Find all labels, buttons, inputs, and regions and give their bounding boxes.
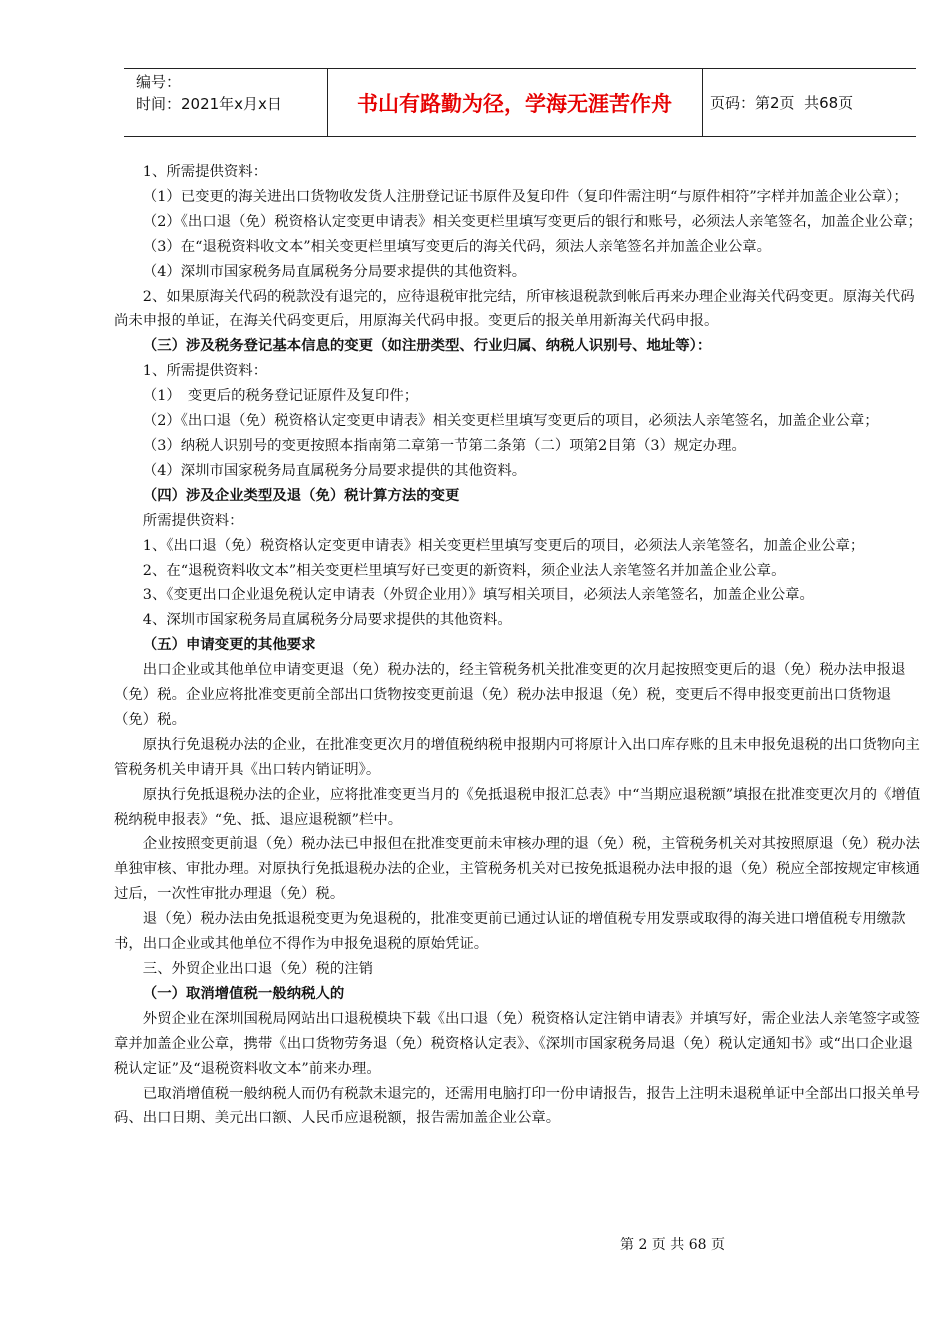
body-paragraph: 已取消增值税一般纳税人而仍有税款未退完的，还需用电脑打印一份申请报告，报告上注明未退税单证中全部出口报关单号码、出口日期、美元出口额、人民币应退税额，报告需加盖企业公章。 <box>114 1085 920 1127</box>
body-paragraph: （2）《出口退（免）税资格认定变更申请表》相关变更栏里填写变更后的项目，必须法人亲笔签名，加盖企业公章； <box>142 413 879 430</box>
section-heading: （一）取消增值税一般纳税人的 <box>142 984 345 1002</box>
body-paragraph: （4）深圳市国家税务局直属税务分局要求提供的其他资料。 <box>142 263 527 280</box>
section-heading: （五）申请变更的其他要求 <box>142 636 316 654</box>
header-meta <box>136 71 326 115</box>
body-paragraph: （1）已变更的海关进出口货物收发货人注册登记证书原件及复印件（复印件需注明“与原件相符”字样并加盖企业公章）； <box>142 188 908 205</box>
body-paragraph: 3、《变更出口企业退免税认定申请表（外贸企业用）》填写相关项目，必须法人亲笔签名，加盖企业公章。 <box>142 587 814 604</box>
body-paragraph: 所需提供资料： <box>142 512 244 529</box>
page-header <box>124 68 916 137</box>
body-paragraph: （1） 变更后的税务登记证原件及复印件； <box>142 388 419 405</box>
body-paragraph: 原执行免抵退税办法的企业，应将批准变更当月的《免抵退税申报汇总表》中“当期应退税额”填报在批准变更次月的《增值税纳税申报表》“免、抵、退应退税额”栏中。 <box>114 786 921 828</box>
body-paragraph: 1、《出口退（免）税资格认定变更申请表》相关变更栏里填写变更后的项目，必须法人亲笔签名，加盖企业公章； <box>142 537 865 554</box>
page-footer: 第 2 页 共 68 页 <box>620 1237 725 1253</box>
body-paragraph: 1、所需提供资料： <box>142 164 268 180</box>
body-paragraph: 出口企业或其他单位申请变更退（免）税办法的，经主管税务机关批准变更的次月起按照变更后的退（免）税办法申报退（免）税。企业应将批准变更前全部出口货物按变更前退（免）税办法申报退（免）税，变更后不得申报变更前出口货物退（免）税。 <box>114 662 906 728</box>
body-paragraph: （2）《出口退（免）税资格认定变更申请表》相关变更栏里填写变更后的银行和账号，必须法人亲笔签名，加盖企业公章； <box>142 213 922 230</box>
body-paragraph: 原执行免退税办法的企业，在批准变更次月的增值税纳税申报期内可将原计入出口库存账的且未申报免退税的出口货物向主管税务机关申请开具《出口转内销证明》。 <box>114 736 920 778</box>
header-divider <box>702 69 703 136</box>
body-paragraph: （3）在“退税资料收文本”相关变更栏里填写变更后的海关代码，须法人亲笔签名并加盖企业公章。 <box>142 238 772 255</box>
body-paragraph: 4、深圳市国家税务局直属税务分局要求提供的其他资料。 <box>142 612 512 629</box>
body-paragraph: 企业按照变更前退（免）税办法已申报但在批准变更前未审核办理的退（免）税，主管税务机关对其按照原退（免）税办法单独审核、审批办理。对原执行免抵退税办法的企业，主管税务机关对已按免抵退税办法申报的退（免）税应全部按规定审核通过后，一次性审批办理退（免）税。 <box>114 836 920 903</box>
body-paragraph: 退（免）税办法由免抵退税变更为免退税的，批准变更前已通过认证的增值税专用发票或取得的海关进口增值税专用缴款书，出口企业或其他单位不得作为申报免退税的原始凭证。 <box>114 911 906 953</box>
document-number-label: 编号： <box>136 73 182 91</box>
body-paragraph: （4）深圳市国家税务局直属税务分局要求提供的其他资料。 <box>142 462 527 479</box>
body-paragraph: 1、所需提供资料： <box>142 363 268 380</box>
document-body <box>114 160 926 1131</box>
body-paragraph: 2、如果原海关代码的税款没有退完的，应待退税审批完结，所审核退税款到帐后再来办理企业海关代码变更。原海关代码尚未申报的单证，在海关代码变更后，用原海关代码申报。变更后的报关单用新海关代码申报。 <box>114 288 915 330</box>
body-paragraph: 2、在“退税资料收文本”相关变更栏里填写好已变更的新资料，须企业法人亲笔签名并加盖企业公章。 <box>142 562 786 579</box>
body-paragraph: 三、外贸企业出口退（免）税的注销 <box>142 961 374 977</box>
section-heading: （四）涉及企业类型及退（免）税计算方法的变更 <box>142 486 460 504</box>
document-time-label: 时间：2021年x月x日 <box>136 95 282 113</box>
header-page-info: 页码：第2页 共68页 <box>710 94 854 112</box>
section-heading: （三）涉及税务登记基本信息的变更（如注册类型、行业归属、纳税人识别号、地址等）： <box>142 337 712 355</box>
body-paragraph: 外贸企业在深圳国税局网站出口退税模块下载《出口退（免）税资格认定注销申请表》并填写好，需企业法人亲笔签字或签章并加盖企业公章，携带《出口货物劳务退（免）税资格认定表》、《深圳市国家税务局退（免）税认定通知书》或“出口企业退税认定证”及“退税资料收文本”前来办理。 <box>114 1010 920 1077</box>
body-paragraph: （3）纳税人识别号的变更按照本指南第二章第一节第二条第（二）项第2目第（3）规定办理。 <box>142 437 746 454</box>
header-motto: 书山有路勤为径，学海无涯苦作舟 <box>357 91 672 116</box>
